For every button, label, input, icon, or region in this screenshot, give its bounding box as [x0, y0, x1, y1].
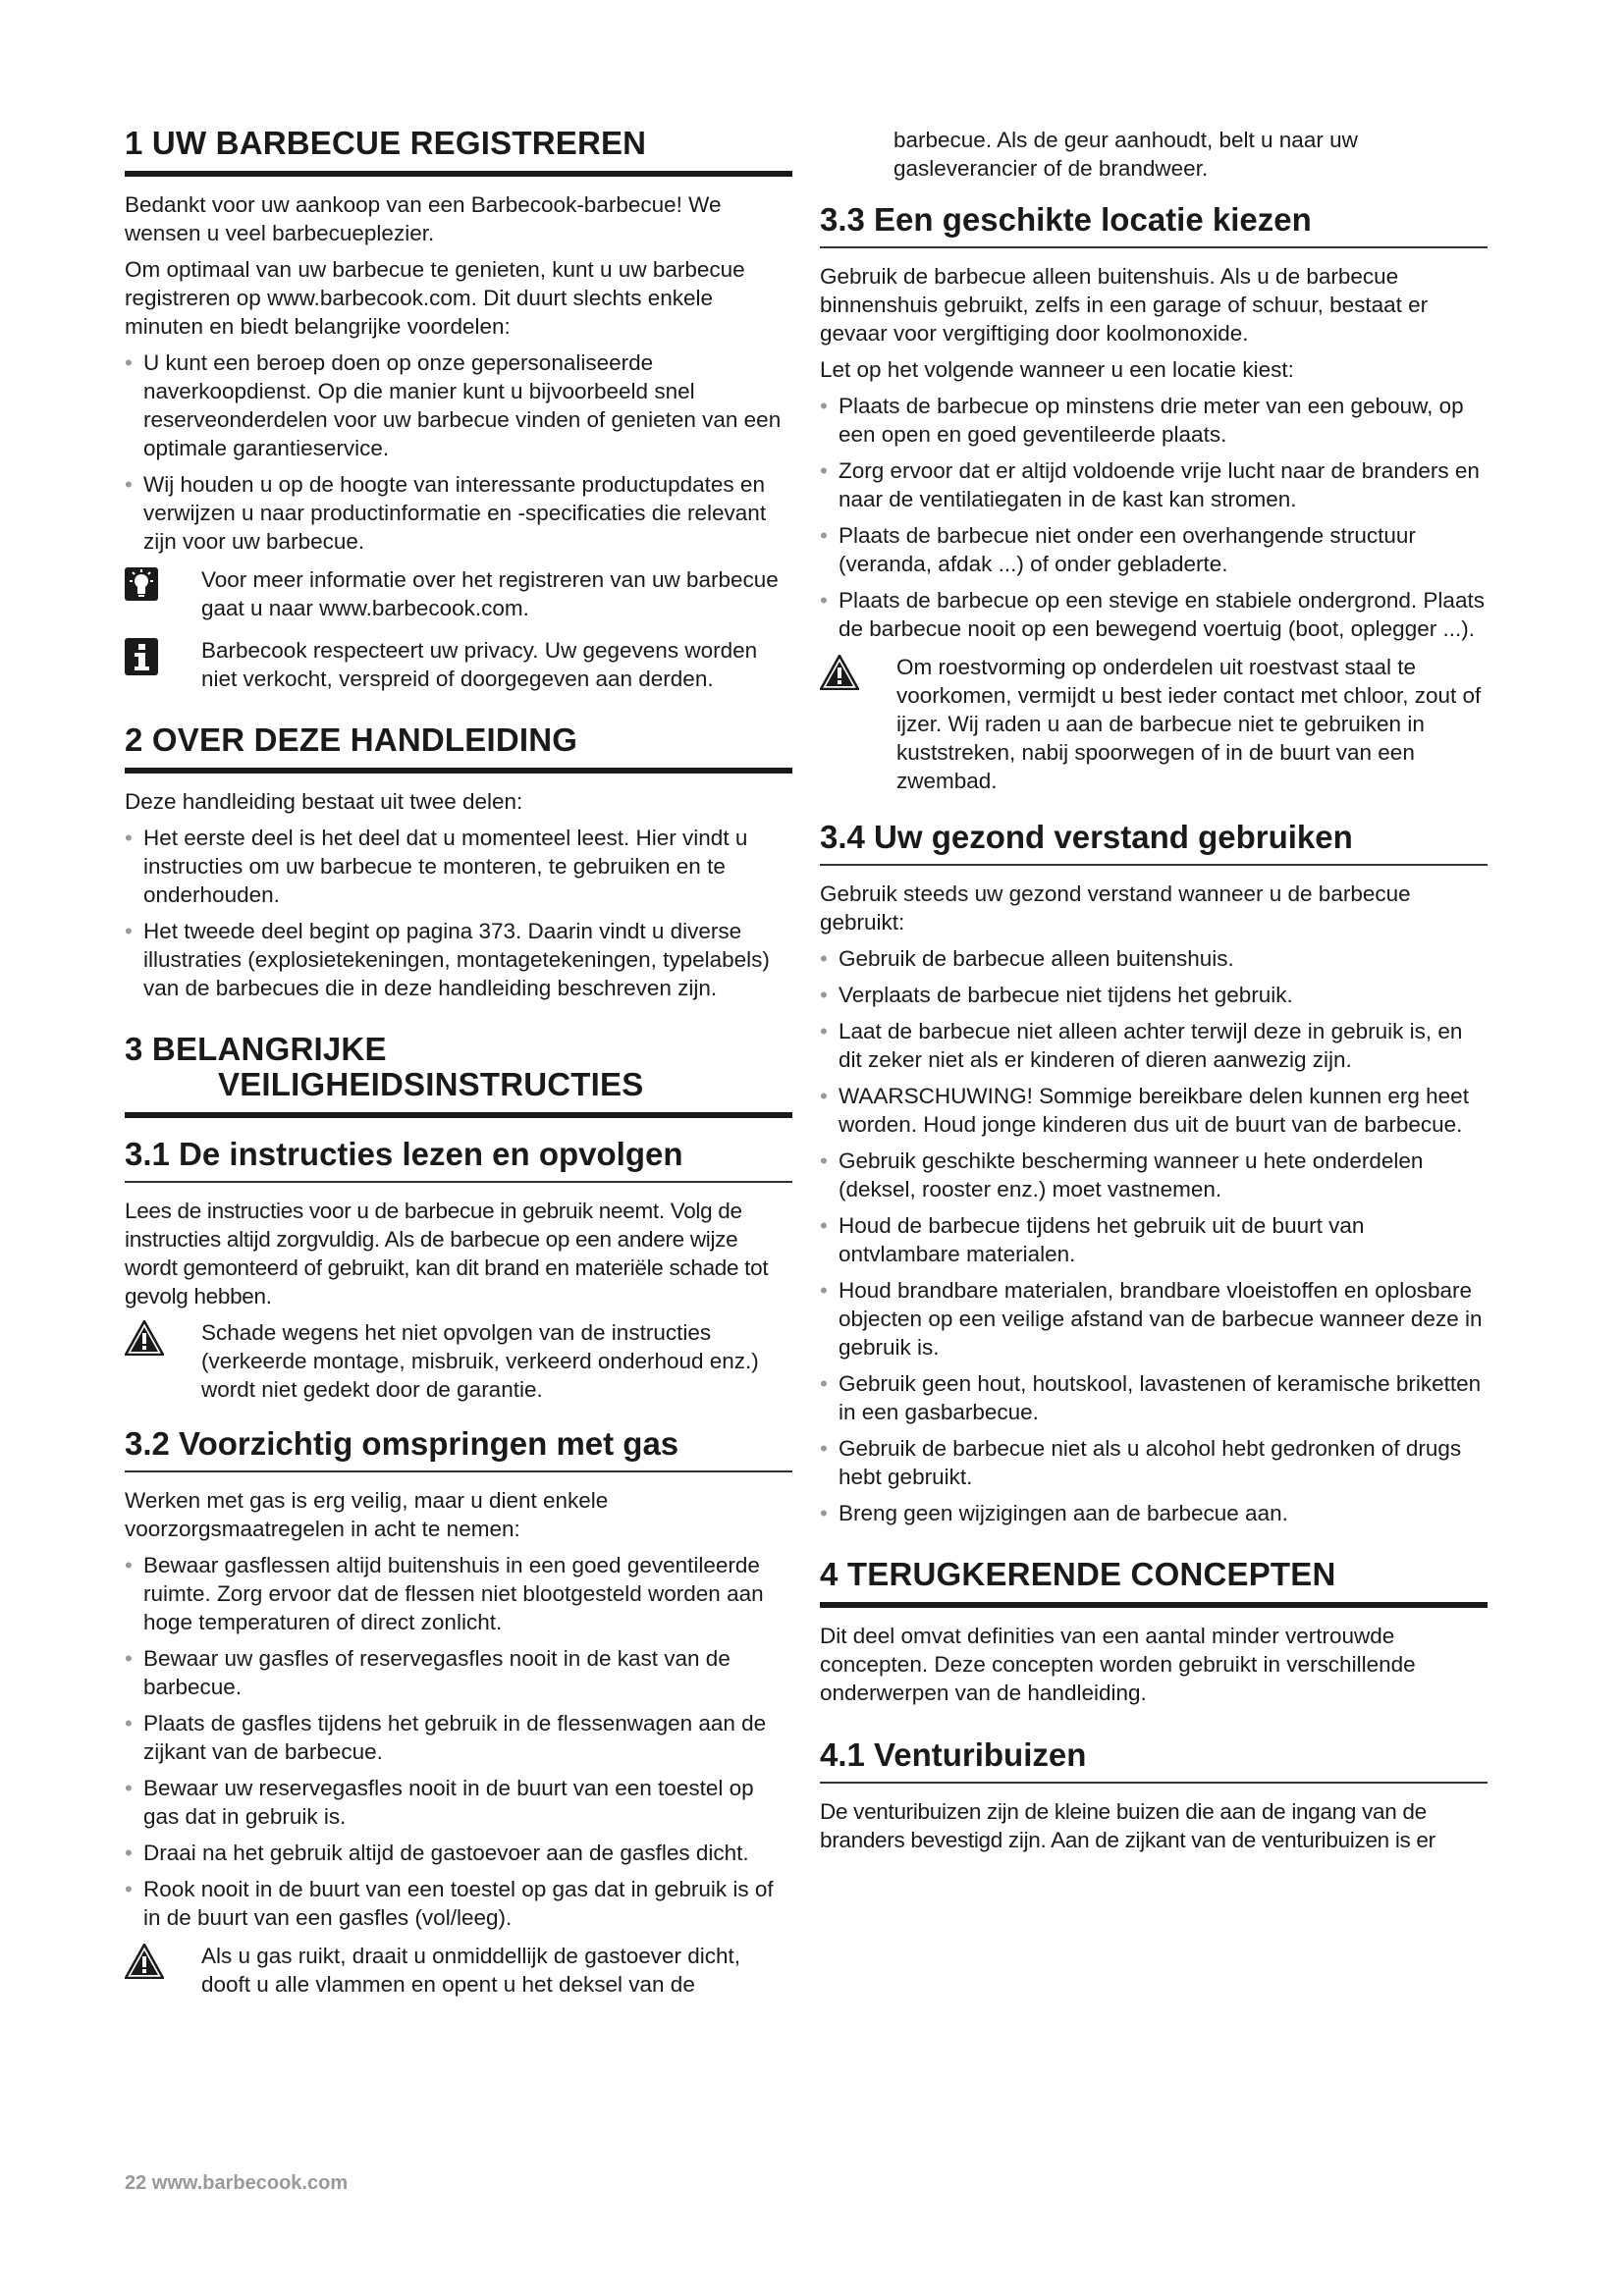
list-item: • Bewaar uw reservegasfles nooit in de buurt van een toestel op gas dat in gebruik is.: [125, 1776, 754, 1829]
section-2-para-1: Deze handleiding bestaat uit twee delen:: [125, 789, 523, 814]
continuation-text: barbecue. Als de geur aanhoudt, belt u naar uw gasleverancier of de brandweer.: [893, 128, 1358, 181]
warning-note: [820, 653, 1488, 795]
list-item: • Houd de barbecue tijdens het gebruik uit de buurt van ontvlambare materialen.: [820, 1213, 1365, 1266]
page-footer: 22 www.barbecook.com: [125, 2172, 349, 2194]
list-item: • Gebruik de barbecue alleen buitenshuis.: [820, 946, 1234, 971]
left-column: [125, 126, 792, 2028]
list-item: • Gebruik de barbecue niet als u alcohol hebt gedronken of drugs hebt gebruikt.: [820, 1436, 1462, 1489]
section-3-4-heading: 3.4 Uw gezond verstand gebruiken: [820, 819, 1488, 866]
warning-note: [125, 1942, 792, 1999]
section-4-1-heading: 4.1 Venturibuizen: [820, 1736, 1488, 1784]
list-item: • Gebruik geen hout, houtskool, lavastenen of keramische briketten in een gasbarbecue.: [820, 1371, 1482, 1424]
warning-text: Als u gas ruikt, draait u onmiddellijk de gastoever dicht, dooft u alle vlammen en opent u het deksel van de: [201, 1944, 741, 1997]
section-3-4-para-1: Gebruik steeds uw gezond verstand wanneer u de barbecue gebruikt:: [820, 881, 1411, 934]
list-item: • Zorg ervoor dat er altijd voldoende vrije lucht naar de branders en naar de ventilatiegaten in de kast kan stromen.: [820, 458, 1480, 511]
section-3-heading-line-2: VEILIGHEIDSINSTRUCTIES: [218, 1066, 644, 1102]
warning-triangle-icon: [820, 653, 869, 695]
section-4: [820, 1557, 1488, 1707]
section-3-3-heading: 3.3 Een geschikte locatie kiezen: [820, 201, 1488, 248]
info-icon: [125, 636, 174, 680]
section-1-heading: 1 UW BARBECUE REGISTREREN: [125, 126, 792, 177]
section-1-bullets: [125, 348, 792, 556]
list-item: • Verplaats de barbecue niet tijdens het gebruik.: [820, 983, 1293, 1007]
section-3-heading: [125, 1032, 792, 1118]
list-item: • Bewaar gasflessen altijd buitenshuis in een goed geventileerde ruimte. Zorg ervoor dat de flessen niet blootgesteld worden aan hoge temperaturen of direct zonlicht.: [125, 1553, 764, 1634]
section-3-1-para-1: Lees de instructies voor u de barbecue in gebruik neemt. Volg de instructies altijd zorgvuldig. Als de barbecue op een andere wijze wordt gemonteerd of gebruikt, kan dit brand en materiële schade tot gevolg hebben.: [125, 1199, 769, 1308]
section-2-bullets: [125, 824, 792, 1002]
section-3-2-heading: 3.2 Voorzichtig omspringen met gas: [125, 1425, 792, 1472]
list-item: • Wij houden u op de hoogte van interessante productupdates en verwijzen u naar productinformatie en -specificaties die relevant zijn voor uw barbecue.: [125, 472, 767, 554]
list-item: • Breng geen wijzigingen aan de barbecue aan.: [820, 1501, 1288, 1525]
list-item: • Plaats de barbecue op minstens drie meter van een gebouw, op een open en goed geventileerde plaats.: [820, 394, 1464, 447]
section-3-2: [125, 1425, 792, 1999]
section-4-para-1: Dit deel omvat definities van een aantal minder vertrouwde concepten. Deze concepten worden gebruikt in verschillende onderwerpen van de handleiding.: [820, 1624, 1416, 1705]
list-item: • Plaats de gasfles tijdens het gebruik in de flessenwagen aan de zijkant van de barbecue.: [125, 1711, 767, 1764]
list-item: • Draai na het gebruik altijd de gastoevoer aan de gasfles dicht.: [125, 1841, 749, 1865]
section-1-para-1: Bedankt voor uw aankoop van een Barbecook-barbecue! We wensen u veel barbecueplezier.: [125, 192, 722, 245]
section-3-2-para-1: Werken met gas is erg veilig, maar u dient enkele voorzorgsmaatregelen in acht te nemen:: [125, 1488, 609, 1541]
section-4-1-para-1: De venturibuizen zijn de kleine buizen die aan de ingang van de branders bevestigd zijn. Aan de zijkant van de venturibuizen is er: [820, 1799, 1435, 1852]
warning-text: Om roestvorming op onderdelen uit roestvast staal te voorkomen, vermijdt u best ieder contact met chloor, zout of ijzer. Wij raden u aan de barbecue niet te gebruiken in kuststreken, nabij spoorwegen of in de buurt van een zwembad.: [896, 655, 1482, 793]
tip-text: Voor meer informatie over het registreren van uw barbecue gaat u naar www.barbecook.com.: [201, 567, 779, 620]
right-column: [820, 201, 1488, 1884]
list-item: • Het eerste deel is het deel dat u momenteel leest. Hier vindt u instructies om uw barbecue te monteren, te gebruiken en te onderhouden.: [125, 826, 748, 907]
section-3-3-para-2: Let op het volgende wanneer u een locatie kiest:: [820, 357, 1294, 382]
warning-triangle-icon: [125, 1318, 174, 1361]
list-item: • Plaats de barbecue op een stevige en stabiele ondergrond. Plaats de barbecue nooit op een bewegend voertuig (boot, oplegger ...).: [820, 588, 1485, 641]
lightbulb-icon: [125, 565, 174, 606]
info-text: Barbecook respecteert uw privacy. Uw gegevens worden niet verkocht, verspreid of doorgegeven aan derden.: [201, 638, 758, 691]
section-3-3: [820, 201, 1488, 795]
section-4-1: [820, 1736, 1488, 1854]
section-3-3-bullets: [820, 392, 1488, 643]
info-note: [125, 636, 792, 693]
section-3-2-bullets: [125, 1551, 792, 1932]
section-3-4-bullets: [820, 944, 1488, 1527]
list-item: • Het tweede deel begint op pagina 373. Daarin vindt u diverse illustraties (explosietekeningen, montagetekeningen, typelabels) van de barbecues die in deze handleiding beschreven zijn.: [125, 919, 770, 1000]
section-2-heading: 2 OVER DEZE HANDLEIDING: [125, 722, 792, 774]
warning-triangle-icon: [125, 1942, 174, 1984]
section-3-1: [125, 1136, 792, 1404]
tip-note: [125, 565, 792, 622]
list-item: • Plaats de barbecue niet onder een overhangende structuur (veranda, afdak ...) of onder gebladerte.: [820, 523, 1416, 576]
list-item: • U kunt een beroep doen op onze gepersonaliseerde naverkoopdienst. Op die manier kunt u bijvoorbeeld snel reserveonderdelen voor uw barbecue vinden of genieten van een optimale garantieservice.: [125, 350, 782, 460]
list-item: • Rook nooit in de buurt van een toestel op gas dat in gebruik is of in de buurt van een gasfles (vol/leeg).: [125, 1877, 774, 1930]
section-3: [125, 1032, 792, 1118]
section-3-1-heading: 3.1 De instructies lezen en opvolgen: [125, 1136, 792, 1183]
section-1: [125, 126, 792, 693]
section-3-4: [820, 819, 1488, 1527]
list-item: • WAARSCHUWING! Sommige bereikbare delen kunnen erg heet worden. Houd jonge kinderen dus uit de buurt van de barbecue.: [820, 1084, 1469, 1137]
warning-text: Schade wegens het niet opvolgen van de instructies (verkeerde montage, misbruik, verkeerd onderhoud enz.) wordt niet gedekt door de garantie.: [201, 1320, 759, 1402]
section-2: [125, 722, 792, 1002]
warning-note: [125, 1318, 792, 1404]
section-1-para-2: Om optimaal van uw barbecue te genieten, kunt u uw barbecue registreren op www.barbecook.com. Dit duurt slechts enkele minuten en biedt belangrijke voordelen:: [125, 257, 745, 339]
section-3-heading-line-1: 3 BELANGRIJKE: [125, 1031, 387, 1067]
list-item: • Houd brandbare materialen, brandbare vloeistoffen en oplosbare objecten op een veilige afstand van de barbecue wanneer deze in gebruik is.: [820, 1278, 1483, 1360]
list-item: • Laat de barbecue niet alleen achter terwijl deze in gebruik is, en dit zeker niet als er kinderen of dieren aanwezig zijn.: [820, 1019, 1463, 1072]
list-item: • Gebruik geschikte bescherming wanneer u hete onderdelen (deksel, rooster enz.) moet vastnemen.: [820, 1148, 1424, 1201]
section-3-3-para-1: Gebruik de barbecue alleen buitenshuis. Als u de barbecue binnenshuis gebruikt, zelfs in een garage of schuur, bestaat er gevaar voor vergiftiging door koolmonoxide.: [820, 264, 1429, 346]
section-4-heading: 4 TERUGKERENDE CONCEPTEN: [820, 1557, 1488, 1608]
list-item: • Bewaar uw gasfles of reservegasfles nooit in de kast van de barbecue.: [125, 1646, 731, 1699]
